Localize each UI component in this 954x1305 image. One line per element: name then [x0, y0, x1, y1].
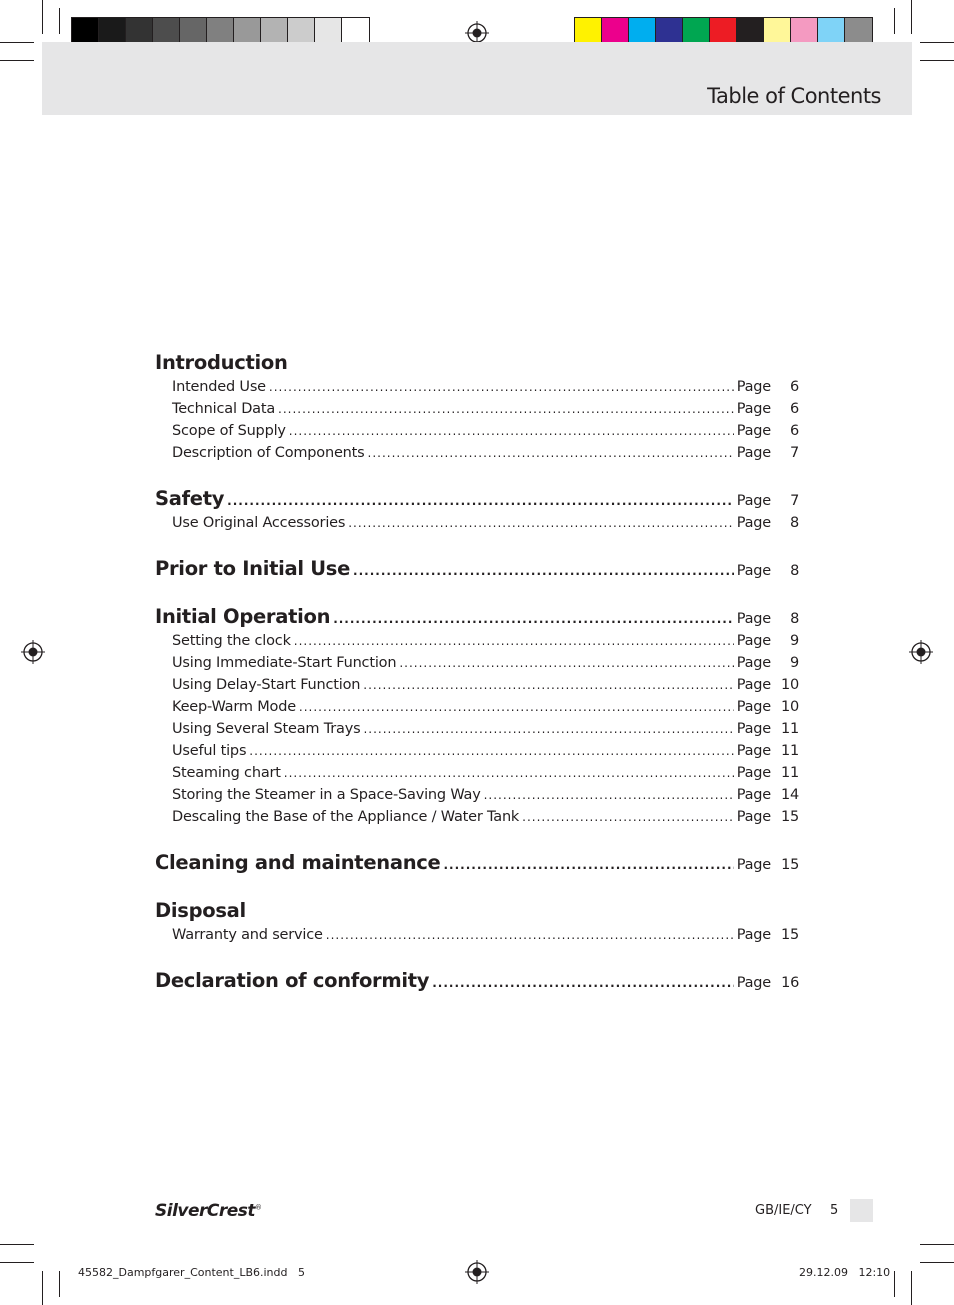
- toc-page-number: 8: [789, 515, 799, 531]
- toc-section-title: Prior to Initial Use: [155, 557, 351, 580]
- leader-dots: [399, 652, 733, 674]
- crop-mark: [59, 1271, 60, 1297]
- toc-entry[interactable]: [155, 806, 799, 828]
- toc-entry[interactable]: [155, 398, 799, 420]
- toc-entry[interactable]: [155, 512, 799, 534]
- toc-page-number: 15: [781, 857, 799, 873]
- toc-section-heading[interactable]: [155, 604, 799, 630]
- toc-page-number: 16: [781, 975, 799, 991]
- toc-section-heading[interactable]: [155, 350, 799, 376]
- section-gap: [155, 582, 799, 604]
- toc-page-number: 6: [789, 401, 799, 417]
- toc-page-number: 8: [790, 611, 799, 627]
- toc-page-number: 9: [789, 633, 799, 649]
- page-label: Page: [736, 515, 771, 531]
- toc-section-title: Initial Operation: [155, 605, 331, 628]
- page-number: 5: [830, 1203, 839, 1218]
- slug-date: 29.12.09 12:10: [799, 1266, 891, 1279]
- page-label: Page: [736, 927, 771, 943]
- page-label: Page: [736, 611, 771, 627]
- toc-page-number: 15: [780, 809, 799, 825]
- page-label: Page: [736, 493, 771, 509]
- toc-entry[interactable]: [155, 420, 799, 442]
- leader-dots: [249, 740, 733, 762]
- toc-section-title: Safety: [155, 487, 225, 510]
- toc-entry[interactable]: [155, 696, 799, 718]
- page-number-tab: [850, 1199, 873, 1222]
- page-label: Page: [736, 655, 771, 671]
- toc-page-number: 6: [789, 379, 799, 395]
- toc-entry-label: Using Immediate-Start Function: [172, 655, 397, 671]
- page-label: Page: [736, 677, 771, 693]
- toc-entry-label: Steaming chart: [172, 765, 281, 781]
- toc-section-heading[interactable]: [155, 898, 799, 924]
- page-label: Page: [736, 423, 771, 439]
- toc-page-number: 15: [780, 927, 799, 943]
- toc-page-number: 10: [780, 699, 799, 715]
- crop-mark: [0, 1262, 34, 1263]
- slug-filename: 45582_Dampfgarer_Content_LB6.indd 5: [78, 1266, 305, 1279]
- toc-section-heading[interactable]: [155, 556, 799, 582]
- page-title: Table of Contents: [707, 84, 881, 108]
- section-gap: [155, 534, 799, 556]
- crop-mark: [59, 8, 60, 34]
- toc-section-title: Declaration of conformity: [155, 969, 430, 992]
- toc-page-number: 10: [780, 677, 799, 693]
- leader-dots: [363, 718, 733, 740]
- crop-mark: [0, 42, 34, 43]
- page-label: Page: [736, 633, 771, 649]
- leader-dots: [363, 674, 733, 696]
- crop-mark: [894, 8, 895, 34]
- toc-entry-label: Using Several Steam Trays: [172, 721, 361, 737]
- crop-mark: [920, 42, 954, 43]
- toc-entry[interactable]: [155, 652, 799, 674]
- page-label: Page: [736, 809, 771, 825]
- toc-section-heading[interactable]: [155, 968, 799, 994]
- leader-dots: [443, 852, 733, 878]
- section-gap: [155, 876, 799, 898]
- registration-mark-icon: [21, 640, 45, 664]
- section-gap: [155, 464, 799, 486]
- crop-mark: [894, 1271, 895, 1297]
- toc-entry-label: Warranty and service: [172, 927, 323, 943]
- toc-page-number: 11: [780, 743, 799, 759]
- crop-mark: [42, 1271, 43, 1305]
- crop-mark: [920, 60, 954, 61]
- leader-dots: [368, 442, 734, 464]
- toc-entry[interactable]: [155, 762, 799, 784]
- toc-entry-label: Descaling the Base of the Appliance / Water Tank: [172, 809, 520, 825]
- leader-dots: [227, 488, 734, 514]
- section-gap: [155, 946, 799, 968]
- toc-page-number: 14: [780, 787, 799, 803]
- toc-entry-label: Useful tips: [172, 743, 247, 759]
- page-label: Page: [736, 787, 771, 803]
- page-label: Page: [736, 765, 771, 781]
- toc-entry[interactable]: [155, 740, 799, 762]
- toc-entry[interactable]: [155, 630, 799, 652]
- toc-entry-label: Storing the Steamer in a Space-Saving Way: [172, 787, 481, 803]
- table-of-contents: [155, 350, 799, 994]
- toc-entry-label: Technical Data: [172, 401, 276, 417]
- page-label: Page: [736, 743, 771, 759]
- toc-entry-label: Setting the clock: [172, 633, 291, 649]
- leader-dots: [353, 558, 734, 584]
- leader-dots: [299, 696, 734, 718]
- country-codes: GB/IE/CY: [755, 1203, 812, 1218]
- leader-dots: [326, 924, 734, 946]
- registration-mark-icon: [465, 1260, 489, 1284]
- page-label: Page: [736, 857, 771, 873]
- toc-entry[interactable]: [155, 718, 799, 740]
- toc-section-heading[interactable]: [155, 486, 799, 512]
- crop-mark: [920, 1244, 954, 1245]
- toc-entry-label: Intended Use: [172, 379, 266, 395]
- leader-dots: [522, 806, 734, 828]
- toc-page-number: 7: [789, 445, 799, 461]
- registration-mark-icon: [909, 640, 933, 664]
- leader-dots: [289, 420, 734, 442]
- toc-entry-label: Description of Components: [172, 445, 365, 461]
- toc-entry[interactable]: [155, 442, 799, 464]
- toc-page-number: 6: [789, 423, 799, 439]
- page-label: Page: [736, 721, 771, 737]
- leader-dots: [294, 630, 734, 652]
- toc-page-number: 11: [780, 721, 799, 737]
- toc-section-title: Introduction: [155, 351, 288, 374]
- brand-name: SilverCrest: [155, 1201, 256, 1221]
- page-label: Page: [736, 975, 771, 991]
- toc-section-title: Disposal: [155, 899, 246, 922]
- toc-page-number: 8: [790, 563, 799, 579]
- page-label: Page: [736, 401, 771, 417]
- crop-mark: [911, 1271, 912, 1305]
- toc-entry-label: Keep-Warm Mode: [172, 699, 296, 715]
- leader-dots: [269, 376, 734, 398]
- leader-dots: [432, 970, 733, 996]
- toc-entry[interactable]: [155, 784, 799, 806]
- toc-entry-label: Scope of Supply: [172, 423, 286, 439]
- toc-entry[interactable]: [155, 376, 799, 398]
- toc-page-number: 11: [780, 765, 799, 781]
- leader-dots: [278, 398, 734, 420]
- toc-entry-label: Using Delay-Start Function: [172, 677, 361, 693]
- brand-logo: SilverCrest®: [155, 1201, 262, 1221]
- crop-mark: [42, 0, 43, 34]
- toc-entry[interactable]: [155, 674, 799, 696]
- toc-section-heading[interactable]: [155, 850, 799, 876]
- crop-mark: [911, 0, 912, 34]
- toc-page-number: 9: [789, 655, 799, 671]
- toc-entry-label: Use Original Accessories: [172, 515, 346, 531]
- toc-section-title: Cleaning and maintenance: [155, 851, 441, 874]
- leader-dots: [348, 512, 733, 534]
- section-gap: [155, 828, 799, 850]
- page-label: Page: [736, 445, 771, 461]
- crop-mark: [0, 60, 34, 61]
- leader-dots: [333, 606, 734, 632]
- toc-page-number: 7: [790, 493, 799, 509]
- toc-entry[interactable]: [155, 924, 799, 946]
- crop-mark: [0, 1244, 34, 1245]
- page-label: Page: [736, 563, 771, 579]
- leader-dots: [284, 762, 734, 784]
- crop-mark: [920, 1262, 954, 1263]
- page-label: Page: [736, 699, 771, 715]
- leader-dots: [484, 784, 734, 806]
- page-label: Page: [736, 379, 771, 395]
